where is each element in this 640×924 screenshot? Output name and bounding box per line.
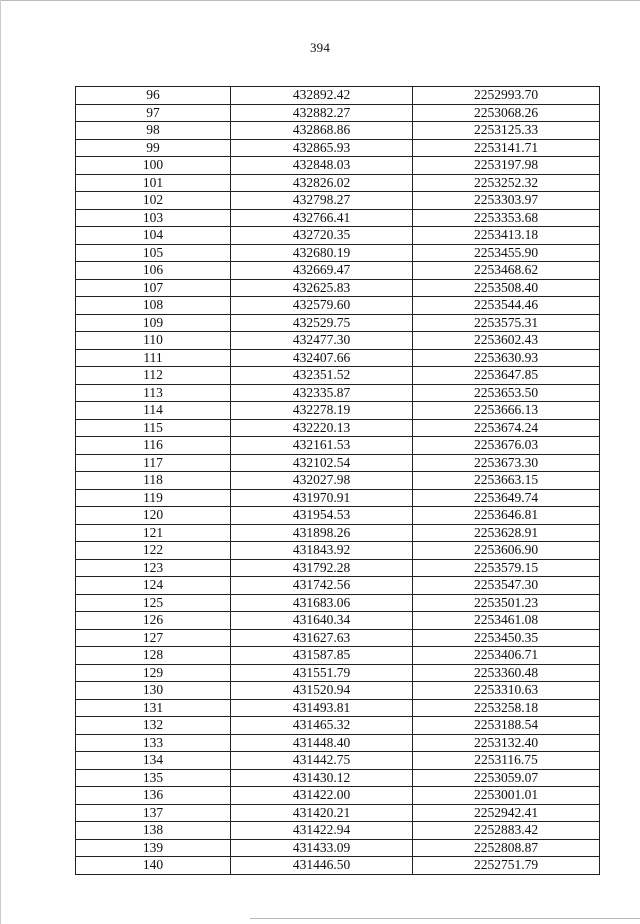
table-row [76, 402, 600, 420]
y-coordinate-cell: 2253001.01 [413, 787, 600, 805]
table-row [76, 542, 600, 560]
table-row [76, 787, 600, 805]
point-number-cell: 104 [76, 227, 231, 245]
table-row [76, 122, 600, 140]
y-coordinate-cell: 2253649.74 [413, 489, 600, 507]
y-coordinate-cell: 2253125.33 [413, 122, 600, 140]
coordinates-table [75, 86, 600, 875]
y-coordinate-cell: 2253406.71 [413, 647, 600, 665]
table-row [76, 437, 600, 455]
table-row [76, 209, 600, 227]
x-coordinate-cell: 431493.81 [231, 699, 413, 717]
table-row [76, 752, 600, 770]
table-row [76, 332, 600, 350]
table-row [76, 419, 600, 437]
point-number-cell: 100 [76, 157, 231, 175]
point-number-cell: 123 [76, 559, 231, 577]
y-coordinate-cell: 2252883.42 [413, 822, 600, 840]
point-number-cell: 129 [76, 664, 231, 682]
y-coordinate-cell: 2253501.23 [413, 594, 600, 612]
x-coordinate-cell: 432351.52 [231, 367, 413, 385]
page-number: 394 [309, 40, 331, 55]
y-coordinate-cell: 2253450.35 [413, 629, 600, 647]
y-coordinate-cell: 2253141.71 [413, 139, 600, 157]
y-coordinate-cell: 2253508.40 [413, 279, 600, 297]
x-coordinate-cell: 432278.19 [231, 402, 413, 420]
x-coordinate-cell: 432102.54 [231, 454, 413, 472]
x-coordinate-cell: 431422.00 [231, 787, 413, 805]
table-row [76, 454, 600, 472]
x-coordinate-cell: 431551.79 [231, 664, 413, 682]
point-number-cell: 102 [76, 192, 231, 210]
x-coordinate-cell: 431442.75 [231, 752, 413, 770]
x-coordinate-cell: 431627.63 [231, 629, 413, 647]
y-coordinate-cell: 2253674.24 [413, 419, 600, 437]
point-number-cell: 131 [76, 699, 231, 717]
y-coordinate-cell: 2253455.90 [413, 244, 600, 262]
point-number-cell: 113 [76, 384, 231, 402]
scan-edge-bottom [250, 918, 640, 919]
y-coordinate-cell: 2253606.90 [413, 542, 600, 560]
point-number-cell: 137 [76, 804, 231, 822]
table-row [76, 664, 600, 682]
table-row [76, 192, 600, 210]
y-coordinate-cell: 2253197.98 [413, 157, 600, 175]
point-number-cell: 126 [76, 612, 231, 630]
point-number-cell: 110 [76, 332, 231, 350]
point-number-cell: 111 [76, 349, 231, 367]
x-coordinate-cell: 431430.12 [231, 769, 413, 787]
y-coordinate-cell: 2253310.63 [413, 682, 600, 700]
point-number-cell: 101 [76, 174, 231, 192]
x-coordinate-cell: 432579.60 [231, 297, 413, 315]
point-number-cell: 106 [76, 262, 231, 280]
table-row [76, 734, 600, 752]
x-coordinate-cell: 431520.94 [231, 682, 413, 700]
point-number-cell: 107 [76, 279, 231, 297]
x-coordinate-cell: 431970.91 [231, 489, 413, 507]
point-number-cell: 112 [76, 367, 231, 385]
y-coordinate-cell: 2253461.08 [413, 612, 600, 630]
y-coordinate-cell: 2253544.46 [413, 297, 600, 315]
table-row [76, 559, 600, 577]
y-coordinate-cell: 2253059.07 [413, 769, 600, 787]
point-number-cell: 125 [76, 594, 231, 612]
table-row [76, 297, 600, 315]
table-row [76, 174, 600, 192]
table-row [76, 647, 600, 665]
x-coordinate-cell: 431640.34 [231, 612, 413, 630]
table-row [76, 104, 600, 122]
table-row [76, 629, 600, 647]
y-coordinate-cell: 2253413.18 [413, 227, 600, 245]
table-row [76, 87, 600, 105]
x-coordinate-cell: 432798.27 [231, 192, 413, 210]
point-number-cell: 128 [76, 647, 231, 665]
table-row [76, 857, 600, 875]
x-coordinate-cell: 431587.85 [231, 647, 413, 665]
point-number-cell: 118 [76, 472, 231, 490]
table-row [76, 489, 600, 507]
point-number-cell: 116 [76, 437, 231, 455]
x-coordinate-cell: 432766.41 [231, 209, 413, 227]
x-coordinate-cell: 431792.28 [231, 559, 413, 577]
y-coordinate-cell: 2253575.31 [413, 314, 600, 332]
x-coordinate-cell: 431683.06 [231, 594, 413, 612]
point-number-cell: 136 [76, 787, 231, 805]
y-coordinate-cell: 2253468.62 [413, 262, 600, 280]
point-number-cell: 114 [76, 402, 231, 420]
y-coordinate-cell: 2253676.03 [413, 437, 600, 455]
y-coordinate-cell: 2253628.91 [413, 524, 600, 542]
point-number-cell: 97 [76, 104, 231, 122]
y-coordinate-cell: 2253579.15 [413, 559, 600, 577]
y-coordinate-cell: 2253673.30 [413, 454, 600, 472]
y-coordinate-cell: 2253547.30 [413, 577, 600, 595]
table-row [76, 157, 600, 175]
y-coordinate-cell: 2253188.54 [413, 717, 600, 735]
table-row [76, 279, 600, 297]
table-row [76, 472, 600, 490]
point-number-cell: 127 [76, 629, 231, 647]
y-coordinate-cell: 2253663.15 [413, 472, 600, 490]
y-coordinate-cell: 2252751.79 [413, 857, 600, 875]
y-coordinate-cell: 2253252.32 [413, 174, 600, 192]
point-number-cell: 140 [76, 857, 231, 875]
x-coordinate-cell: 431446.50 [231, 857, 413, 875]
point-number-cell: 135 [76, 769, 231, 787]
point-number-cell: 122 [76, 542, 231, 560]
table-row [76, 244, 600, 262]
y-coordinate-cell: 2253653.50 [413, 384, 600, 402]
x-coordinate-cell: 432335.87 [231, 384, 413, 402]
table-row [76, 227, 600, 245]
point-number-cell: 105 [76, 244, 231, 262]
scan-edge-left [0, 0, 1, 924]
y-coordinate-cell: 2253647.85 [413, 367, 600, 385]
x-coordinate-cell: 432161.53 [231, 437, 413, 455]
point-number-cell: 130 [76, 682, 231, 700]
y-coordinate-cell: 2253646.81 [413, 507, 600, 525]
table-row [76, 612, 600, 630]
x-coordinate-cell: 431954.53 [231, 507, 413, 525]
point-number-cell: 108 [76, 297, 231, 315]
y-coordinate-cell: 2252993.70 [413, 87, 600, 105]
point-number-cell: 120 [76, 507, 231, 525]
point-number-cell: 124 [76, 577, 231, 595]
table-row [76, 822, 600, 840]
y-coordinate-cell: 2253068.26 [413, 104, 600, 122]
x-coordinate-cell: 432868.86 [231, 122, 413, 140]
y-coordinate-cell: 2252942.41 [413, 804, 600, 822]
y-coordinate-cell: 2253666.13 [413, 402, 600, 420]
point-number-cell: 134 [76, 752, 231, 770]
y-coordinate-cell: 2253630.93 [413, 349, 600, 367]
x-coordinate-cell: 432680.19 [231, 244, 413, 262]
x-coordinate-cell: 432669.47 [231, 262, 413, 280]
point-number-cell: 132 [76, 717, 231, 735]
x-coordinate-cell: 431433.09 [231, 839, 413, 857]
x-coordinate-cell: 432720.35 [231, 227, 413, 245]
x-coordinate-cell: 431843.92 [231, 542, 413, 560]
table-row [76, 314, 600, 332]
x-coordinate-cell: 432477.30 [231, 332, 413, 350]
x-coordinate-cell: 432407.66 [231, 349, 413, 367]
table-row [76, 717, 600, 735]
x-coordinate-cell: 431465.32 [231, 717, 413, 735]
point-number-cell: 98 [76, 122, 231, 140]
y-coordinate-cell: 2253116.75 [413, 752, 600, 770]
x-coordinate-cell: 431898.26 [231, 524, 413, 542]
x-coordinate-cell: 431422.94 [231, 822, 413, 840]
point-number-cell: 133 [76, 734, 231, 752]
point-number-cell: 138 [76, 822, 231, 840]
x-coordinate-cell: 432892.42 [231, 87, 413, 105]
table-row [76, 367, 600, 385]
y-coordinate-cell: 2252808.87 [413, 839, 600, 857]
table-row [76, 262, 600, 280]
point-number-cell: 115 [76, 419, 231, 437]
x-coordinate-cell: 431742.56 [231, 577, 413, 595]
table-row [76, 384, 600, 402]
point-number-cell: 117 [76, 454, 231, 472]
x-coordinate-cell: 431448.40 [231, 734, 413, 752]
table-row [76, 769, 600, 787]
y-coordinate-cell: 2253303.97 [413, 192, 600, 210]
y-coordinate-cell: 2253360.48 [413, 664, 600, 682]
point-number-cell: 96 [76, 87, 231, 105]
point-number-cell: 99 [76, 139, 231, 157]
table-row [76, 139, 600, 157]
y-coordinate-cell: 2253353.68 [413, 209, 600, 227]
x-coordinate-cell: 432529.75 [231, 314, 413, 332]
table-row [76, 804, 600, 822]
x-coordinate-cell: 432865.93 [231, 139, 413, 157]
y-coordinate-cell: 2253132.40 [413, 734, 600, 752]
y-coordinate-cell: 2253602.43 [413, 332, 600, 350]
point-number-cell: 109 [76, 314, 231, 332]
x-coordinate-cell: 432882.27 [231, 104, 413, 122]
x-coordinate-cell: 432826.02 [231, 174, 413, 192]
x-coordinate-cell: 431420.21 [231, 804, 413, 822]
table-row [76, 682, 600, 700]
x-coordinate-cell: 432848.03 [231, 157, 413, 175]
table-row [76, 349, 600, 367]
table-row [76, 524, 600, 542]
point-number-cell: 121 [76, 524, 231, 542]
coordinates-table-body [76, 87, 600, 875]
x-coordinate-cell: 432220.13 [231, 419, 413, 437]
point-number-cell: 119 [76, 489, 231, 507]
x-coordinate-cell: 432625.83 [231, 279, 413, 297]
table-row [76, 507, 600, 525]
table-row [76, 839, 600, 857]
point-number-cell: 103 [76, 209, 231, 227]
table-row [76, 594, 600, 612]
y-coordinate-cell: 2253258.18 [413, 699, 600, 717]
scan-edge-top [0, 0, 640, 1]
table-row [76, 577, 600, 595]
table-row [76, 699, 600, 717]
point-number-cell: 139 [76, 839, 231, 857]
x-coordinate-cell: 432027.98 [231, 472, 413, 490]
